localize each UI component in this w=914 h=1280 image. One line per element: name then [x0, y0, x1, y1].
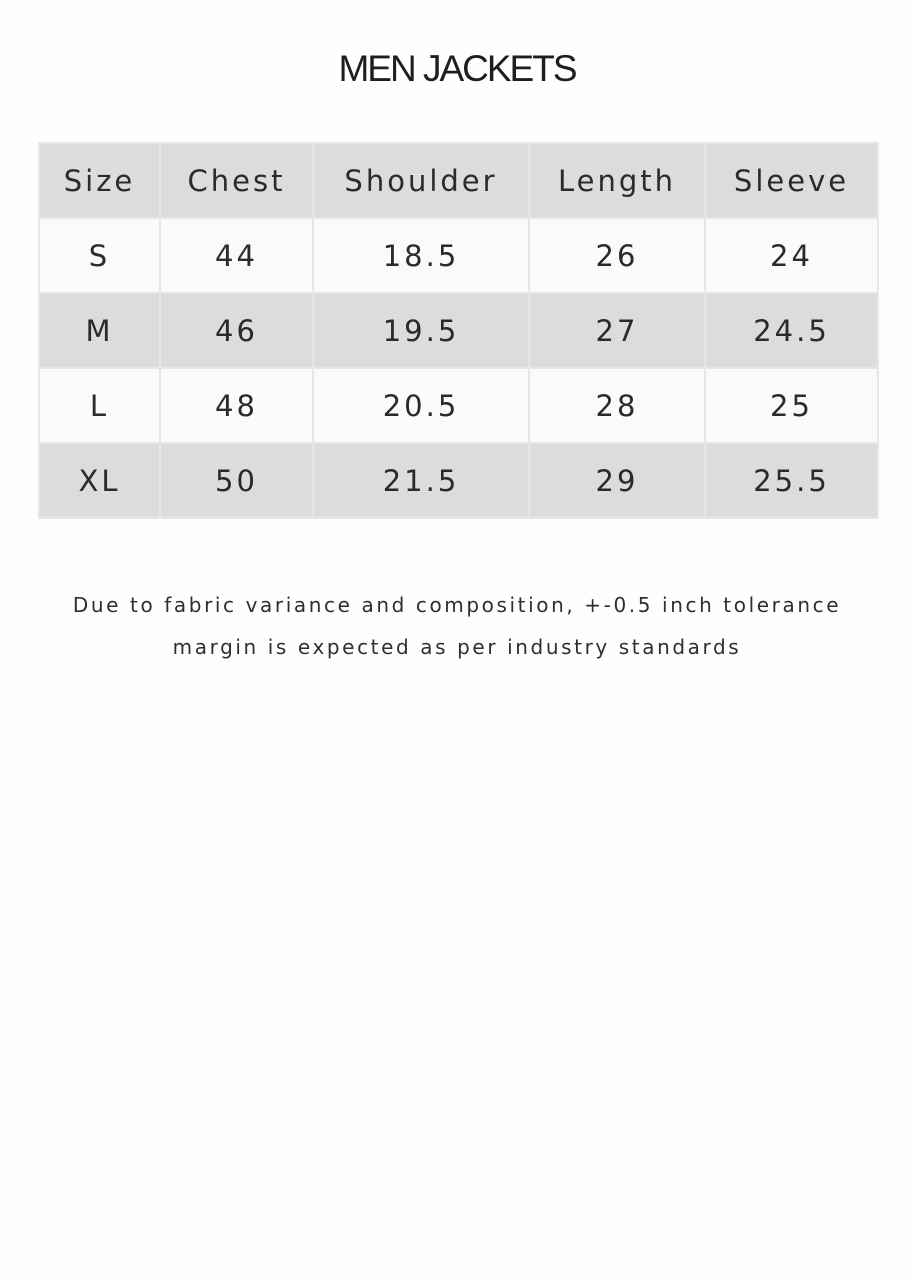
table-row [39, 443, 878, 518]
size-chart-table [38, 142, 879, 519]
tolerance-note-line-1: Due to fabric variance and composition, +-0.5 inch tolerance [72, 593, 842, 617]
cell-chest: 46 [160, 293, 313, 368]
page-title: MEN JACKETS [338, 48, 576, 89]
table-row [39, 218, 878, 293]
cell-chest: 44 [160, 218, 313, 293]
cell-length: 27 [529, 293, 705, 368]
cell-shoulder: 20.5 [313, 368, 529, 443]
column-header-chest: Chest [160, 143, 313, 218]
cell-sleeve: 25.5 [705, 443, 878, 518]
cell-sleeve: 24.5 [705, 293, 878, 368]
tolerance-note-line-2: margin is expected as per industry standards [172, 635, 742, 659]
cell-sleeve: 24 [705, 218, 878, 293]
cell-size: L [39, 368, 160, 443]
column-header-size: Size [39, 143, 160, 218]
table-row [39, 293, 878, 368]
column-header-length: Length [529, 143, 705, 218]
cell-chest: 50 [160, 443, 313, 518]
cell-size: S [39, 218, 160, 293]
cell-sleeve: 25 [705, 368, 878, 443]
table-header-row [39, 143, 878, 218]
cell-length: 28 [529, 368, 705, 443]
cell-shoulder: 18.5 [313, 218, 529, 293]
cell-shoulder: 21.5 [313, 443, 529, 518]
cell-size: M [39, 293, 160, 368]
table-row [39, 368, 878, 443]
tolerance-note [30, 584, 884, 668]
column-header-shoulder: Shoulder [313, 143, 529, 218]
cell-length: 26 [529, 218, 705, 293]
column-header-sleeve: Sleeve [705, 143, 878, 218]
cell-size: XL [39, 443, 160, 518]
cell-shoulder: 19.5 [313, 293, 529, 368]
cell-length: 29 [529, 443, 705, 518]
cell-chest: 48 [160, 368, 313, 443]
